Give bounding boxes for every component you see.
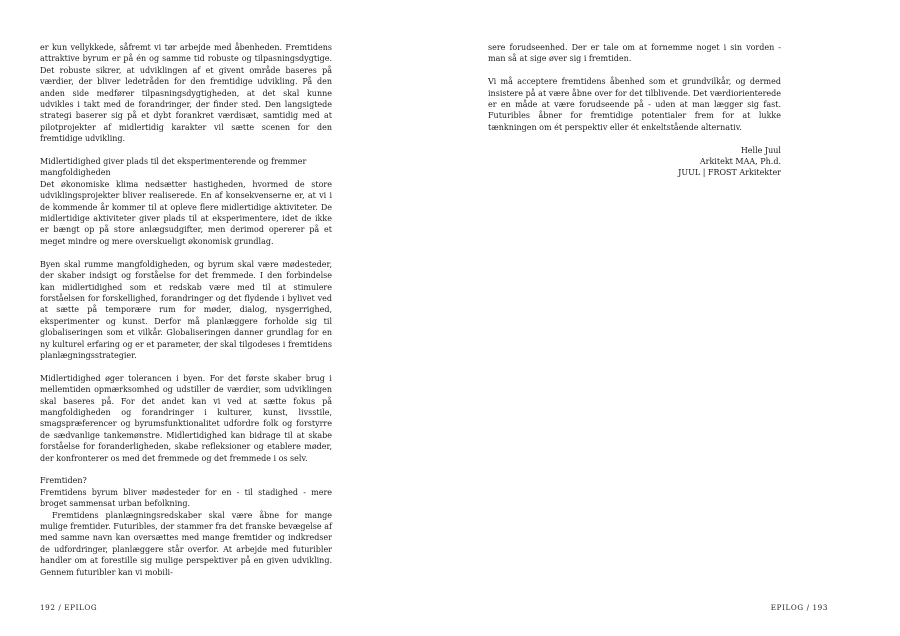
paragraph: er kun vellykkede, såfremt vi tør arbejde med åbenheden. Fremtidens attraktive byrum er på én og samme tid robuste og tilpasningsdygtige. Det robuste sikrer, at udviklingen af et givent område baseres på værdier, der bliver ledetråden for den fremtidige udvikling. På den anden side medfører tilpasningsdygtigheden, at det skal kunne udvikles i takt med de forandringer, der finder sted. Den langsigtede strategi baserer sig på et dybt forankret værdisæt, samtidig med at pilotprojekter af midlertidig karakter vil sætte scenen for den fremtidige udvikling.	[40, 43, 332, 144]
author-title: Arkitekt MAA, Ph.d.	[699, 157, 781, 167]
left-text-column	[40, 42, 332, 578]
page-number-right: EPILOG / 193	[770, 603, 828, 612]
paragraph: Fremtidens byrum bliver mødesteder for en - til stadighed - mere broget sammensat urban befolkning.	[40, 487, 332, 509]
paragraph: Vi må acceptere fremtidens åbenhed som et grundvilkår, og dermed insistere på at være åbne over for det tilblivende. Det værdiorienterede er en måde at være forudseende på - uden at man lægger sig fast. Futuribles åbner for fremtidige potentialer frem for at lukke tænkningen om ét perspektiv eller ét enkeltstående alternativ.	[488, 77, 781, 132]
paragraph: sere forudseenhed. Der er tale om at fornemme noget i sin vorden - man så at sige øver sig i fremtiden.	[488, 43, 781, 64]
section-heading: Fremtiden?	[40, 476, 87, 486]
paragraph: Fremtidens planlægningsredskaber skal være åbne for mange mulige fremtider. Futuribles, der stammer fra det franske bevægelse af med samme navn kan oversættes med mange fremtider og indkredser de udfordringer, planlæggere står overfor. At arbejde med futuribler handler om at forestille sig mulige perspektiver på en given udvikling. Gennem futuribler kan vi mobili-	[40, 510, 332, 577]
author-firm: JUUL | FROST Arkitekter	[678, 168, 781, 178]
paragraph: Byen skal rumme mangfoldigheden, og byrum skal være mødesteder, der skaber indsigt og forståelse for det fremmede. I den forbindelse kan midlertidighed som et redskab være med til at stimulere forståelsen for forskellighed, forandringer og det flydende i bylivet ved at sætte på temporære rum for møder, dialog, nysgerrighed, eksperimenter og kunst. Derfor må planlæggere forholde sig til globaliseringen som et vilkår. Globaliseringen danner grundlag for en ny kulturel erfaring og er et parameter, der skal tilgodeses i fremtidens planlægningsstrategier.	[40, 259, 332, 360]
right-page	[450, 0, 900, 636]
paragraph: Midlertidighed øger tolerancen i byen. For det første skaber brug i mellemtiden opmærksomhed og udstiller de værdier, som udviklingen skal baseres på. For det andet kan vi ved at sætte fokus på mangfoldigheden og forandringer i kulturer, kunst, livsstile, smagspræferencer og byrumsfunktionalitet udfordre folk og forstyrre de sædvanlige tankemønstre. Midlertidighed kan bidrage til at skabe forståelse for foranderligheden, skabe refleksioner og etablere møder, der konfronterer os med det fremmede og det fremmede i os selv.	[40, 373, 332, 463]
page-number-left: 192 / EPILOG	[40, 603, 98, 612]
section-heading: Midlertidighed giver plads til det eksperimenterende og fremmer mangfoldigheden	[40, 157, 307, 178]
paragraph: Det økonomiske klima nedsætter hastigheden, hvormed de store udviklingsprojekter bliver realiserede. En af konsekvenserne er, at vi i de kommende år kommer til at opleve flere midlertidige aktiviteter. De midlertidige aktiviteter giver plads til at eksperimentere, idet de ikke er bængt op på store anlægsudgifter, men derimod opererer på et meget mindre og mere overskueligt økonomisk grundlag.	[40, 179, 332, 246]
author-signature	[488, 145, 781, 179]
right-text-column	[488, 42, 781, 179]
author-name: Helle Juul	[740, 145, 781, 155]
